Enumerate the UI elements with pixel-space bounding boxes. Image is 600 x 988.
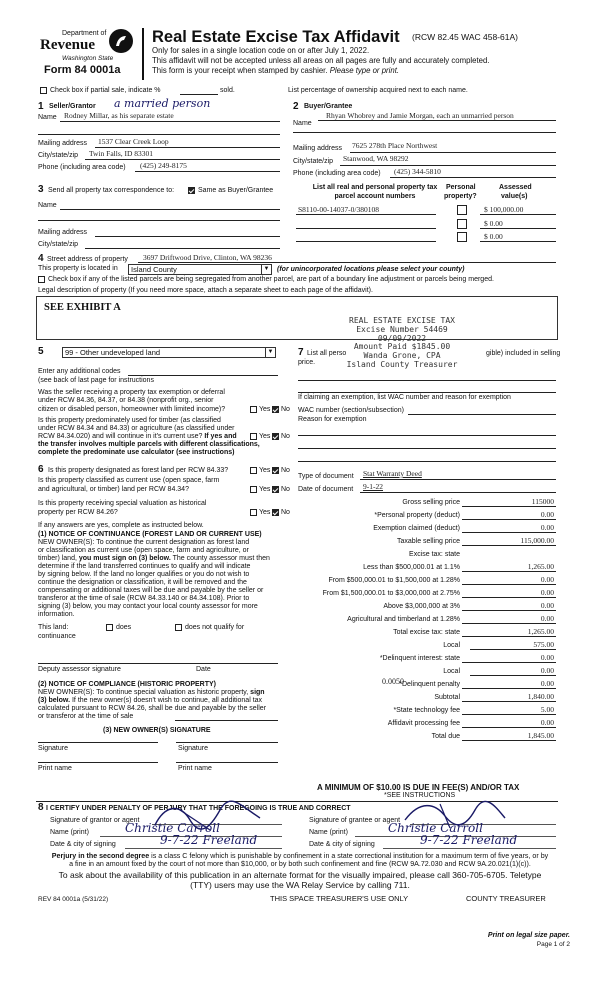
form-title: Real Estate Excise Tax Affidavit [152, 28, 400, 46]
revenue-label: Revenue [40, 37, 95, 53]
tax-row-value[interactable]: 0.00 [540, 601, 554, 610]
s5-num: 5 [38, 346, 44, 357]
codes-note: (see back of last page for instructions [38, 377, 154, 384]
tax-row-label: Exemption claimed (deduct) [373, 525, 460, 532]
seller-mail-label: Mailing address [38, 140, 88, 147]
parcel-header-1b: parcel account numbers [334, 193, 416, 200]
see-instructions: *SEE INSTRUCTIONS [384, 792, 456, 799]
stamp-line-3: 09/09/2022 [377, 333, 427, 343]
continuance-p6: continue the designation or classification, it will be removed and the [38, 579, 247, 586]
grantor-name-field[interactable]: Christie Carroll [125, 821, 220, 835]
personal-header: Personal [446, 184, 476, 191]
seller-label: Seller/Grantor [49, 103, 96, 110]
tax-row-label: Subtotal [434, 694, 460, 701]
s6-note: If any answers are yes, complete as instructed below. [38, 522, 204, 529]
buyer-mail-field[interactable]: 7625 278th Place Northwest [352, 141, 438, 150]
s6-q2-a: Is this property classified as current use (open space, farm [38, 477, 220, 484]
corr-num: 3 [38, 184, 44, 195]
stamp-line-2: Excise Number 54469 [356, 324, 448, 334]
stamp-line-6: Island County Treasurer [346, 359, 458, 369]
county-value: Island County [131, 265, 177, 274]
buyer-num: 2 [293, 101, 299, 112]
seller-name-field[interactable]: Rodney Millar, as his separate estate [64, 111, 174, 120]
s6-q1-yes-checkbox[interactable] [250, 467, 257, 474]
tax-row-value[interactable]: 1,265.00 [527, 627, 554, 636]
continuance-p8: transferor at the time of sale (RCW 84.33.140 or 84.34.108). Prior to [38, 595, 250, 602]
s5-q2-line-d: the transfer involves multiple parcels with different classifications, [38, 441, 260, 448]
perjury-text-1: is a class C felony which is punishable by confinement in a state correctional institution for a maximum term of five years, or by [151, 852, 549, 860]
parcel-number-1[interactable]: S8110-00-14037-0/380108 [298, 205, 379, 214]
continuance-p3c: The county assessor must then [172, 555, 270, 562]
s6-q3-a: Is this property receiving special valuation as historical [38, 500, 207, 507]
assessed-header-b: value(s) [501, 193, 528, 200]
ownership-note: List percentage of ownership acquired next to each name. [288, 87, 468, 94]
tax-row-label: Local [443, 642, 460, 649]
seller-num: 1 [38, 101, 44, 112]
personal-checkbox-2[interactable] [457, 219, 467, 229]
page-number: Page 1 of 2 [536, 941, 570, 948]
s5-q2-line-e: complete the predominate use calculator (see instructions) [38, 449, 235, 456]
state-label: Washington State [62, 55, 114, 62]
s5-q2-line-b: under RCW 84.34 and 84.33) or agriculture (as classified under [38, 425, 235, 432]
reason-label: Reason for exemption [298, 416, 367, 423]
continuance-p3b: you must sign on (3) below. [78, 555, 171, 562]
deputy-date-label: Date [196, 666, 211, 673]
segregated-label: Check box if any of the listed parcels are being segregated from another parcel, are part of a boundary line adjustment or parcels being merged. [48, 276, 494, 283]
s6-q3-yes-checkbox[interactable] [250, 509, 257, 516]
rcw-ref: (RCW 82.45 WAC 458-61A) [412, 32, 518, 42]
tax-row-label: *Personal property (deduct) [374, 512, 460, 519]
continuance-p2: or classification as current use (open space, farm and agriculture, or [38, 547, 249, 554]
compliance-p1b: sign [250, 689, 265, 696]
compliance-p3: calculated pursuant to RCW 84.26, shall be due and payable by the seller [38, 705, 267, 712]
compliance-heading: (2) NOTICE OF COMPLIANCE (HISTORIC PROPERTY) [38, 681, 216, 688]
tax-row-value[interactable]: 1,265.00 [527, 562, 554, 571]
located-label: This property is located in [38, 265, 118, 272]
dor-logo-icon [108, 28, 134, 54]
street-label: Street address of property [47, 256, 128, 263]
tax-row-value[interactable]: 0.00 [540, 653, 554, 662]
tax-row-label: Excise tax: state [409, 551, 460, 558]
land-doesnot-label: does not qualify for [185, 624, 245, 631]
grantor-date-field[interactable]: 9-7-22 Freeland [160, 833, 258, 847]
this-land-label: This land: [38, 624, 69, 631]
form-number: Form 84 0001a [44, 64, 121, 76]
local-rate-field[interactable]: 0.0050 [382, 677, 404, 686]
tax-row-label: Gross selling price [402, 499, 460, 506]
no-label: No [281, 509, 290, 516]
tax-row-label: *State technology fee [393, 707, 460, 714]
legal-desc-label: Legal description of property (If you need more space, attach a separate sheet to each page of the affidavit). [38, 287, 373, 294]
alt-format-2: (TTY) users may use the WA Relay Service by calling 711. [190, 880, 410, 890]
perjury-text-2: a fine in an amount fixed by the court of not more than $10,000, or by both such confinement and fine (RCW 9A.72.030 and RCW 9A.20.021(1)(c)). [69, 860, 531, 868]
parcel-header-1: List all real and personal property tax [312, 184, 438, 191]
grantee-date-field[interactable]: 9-7-22 Freeland [420, 833, 518, 847]
s6-num: 6 [38, 464, 44, 475]
tax-row-value[interactable]: 0.00 [540, 523, 554, 532]
compliance-p2a: (3) below. [38, 697, 71, 704]
tax-row-label: Taxable selling price [396, 538, 460, 545]
continuance-label: continuance [38, 633, 76, 640]
yes-label: Yes [259, 433, 271, 440]
partial-label-a: Check box if partial sale, indicate % [50, 87, 161, 94]
tax-row-label: Total due [431, 733, 460, 740]
personal-checkbox-1[interactable] [457, 205, 467, 215]
deputy-signature-label: Deputy assessor signature [38, 666, 121, 673]
street-field[interactable]: 3697 Driftwood Drive, Clinton, WA 98236 [143, 253, 272, 262]
tax-row-value[interactable]: 0.00 [540, 679, 554, 688]
tax-row-label: Agricultural and timberland at 1.28% [347, 616, 460, 623]
s6-q3-no-checkbox[interactable] [272, 509, 279, 516]
no-label: No [281, 486, 290, 493]
legal-desc-value: SEE EXHIBIT A [44, 302, 121, 313]
corr-city-label: City/state/zip [38, 241, 79, 248]
s7-num: 7 [298, 347, 304, 358]
continuance-p3a: timber) land, [38, 555, 77, 562]
s5-q2-yes-checkbox[interactable] [250, 433, 257, 440]
continuance-p1: NEW OWNER(S): To continue the current designation as forest land [38, 539, 250, 546]
compliance-p1a: NEW OWNER(S): To continue special valuation as historic property, [38, 689, 249, 696]
tax-row-value[interactable]: 0.00 [540, 510, 554, 519]
seller-mail-field[interactable]: 1537 Clear Creek Loop [98, 137, 169, 146]
treasurer-stamp [322, 317, 482, 370]
tax-row-label: Less than $500,000.01 at 1.1% [363, 564, 460, 571]
buyer-name-label: Name [293, 120, 312, 127]
no-label: No [281, 433, 290, 440]
s6-q1: Is this property designated as forest land per RCW 84.33? [48, 467, 229, 474]
owner-sig-label-1: Signature [38, 745, 68, 752]
compliance-p4: or transferor at the time of sale [38, 713, 134, 720]
s6-q2-b: and agricultural, or timber) land per RCW 84.34? [38, 486, 189, 493]
seller-city-label: City/state/zip [38, 152, 79, 159]
personal-checkbox-3[interactable] [457, 232, 467, 242]
seller-phone-field[interactable]: (425) 249-8175 [140, 161, 187, 170]
segregated-checkbox[interactable] [38, 276, 45, 283]
corr-mail-label: Mailing address [38, 229, 88, 236]
land-doesnot-checkbox[interactable] [175, 624, 182, 631]
grantee-name-field[interactable]: Christie Carroll [388, 821, 483, 835]
corr-name-label: Name [38, 202, 57, 209]
continuance-p9: signing (3) below, you may contact your local county assessor for more [38, 603, 258, 610]
no-label: No [281, 467, 290, 474]
land-use-value: 99 - Other undeveloped land [65, 348, 161, 357]
s5-q2-line-c2: If yes and [204, 433, 237, 440]
doc-type-field[interactable]: Stat Warranty Deed [363, 469, 422, 478]
s5-q1-line-c: citizen or disabled person, homeowner with limited income)? [38, 406, 226, 413]
buyer-label: Buyer/Grantee [304, 103, 353, 110]
s5-q2-line-c: RCW 84.34.020) and will continue in it's current use? [38, 433, 203, 440]
tax-row-value[interactable]: 115,000.00 [520, 536, 554, 545]
owner-sig-label-2: Signature [178, 745, 208, 752]
continuance-p4: determine if the land transferred continues to qualify and will indicate [38, 563, 251, 570]
continuance-p7: compensating or additional taxes will be due and payable by the seller or [38, 587, 264, 594]
owner-print-label-1: Print name [38, 765, 72, 772]
header-note-3b: Please type or print. [329, 66, 400, 75]
stamp-line-4: Amount Paid $1845.00 [353, 342, 451, 352]
tax-row-value[interactable]: 1,840.00 [527, 692, 554, 701]
yes-label: Yes [259, 509, 271, 516]
same-as-buyer-checkbox[interactable] [188, 187, 195, 194]
dept-label: Department of [62, 30, 107, 37]
header-divider [142, 28, 144, 80]
yes-label: Yes [259, 467, 271, 474]
owner-print-label-2: Print name [178, 765, 212, 772]
perjury-bold: Perjury in the second degree [51, 852, 150, 860]
exemption-label: If claiming an exemption, list WAC number and reason for exemption [298, 394, 511, 401]
grantee-name-label: Name (print) [309, 829, 348, 836]
tax-row-label: Total excise tax: state [393, 629, 460, 636]
buyer-city-field[interactable]: Stanwood, WA 98292 [343, 154, 409, 163]
tax-row-label: *Delinquent interest: state [379, 655, 460, 662]
s5-q2-no-checkbox[interactable] [272, 433, 279, 440]
assessed-value-2[interactable]: $ 0.00 [484, 219, 503, 228]
land-does-label: does [116, 624, 132, 631]
stamp-line-1: REAL ESTATE EXCISE TAX [349, 316, 455, 325]
s5-q1-no-checkbox[interactable] [272, 406, 279, 413]
s7-text-c: gible) included in selling [486, 350, 561, 357]
tax-row-value[interactable]: 0.00 [540, 718, 554, 727]
header-note-3: This form is your receipt when stamped by cashier. [152, 66, 328, 75]
seller-handwritten-note: a married person [114, 97, 211, 110]
seller-city-field[interactable]: Twin Falls, ID 83301 [89, 149, 154, 158]
tax-row-value[interactable]: 0.00 [540, 666, 554, 675]
loc-num: 4 [38, 253, 44, 264]
s5-q1-line-b: under RCW 84.36, 84.37, or 84.38 (nonprofit org., senior [38, 397, 214, 404]
tax-row-label: Local [443, 668, 460, 675]
revision: REV 84 0001a (5/31/22) [38, 896, 109, 903]
header-note-2: This affidavit will not be accepted unless all areas on all pages are fully and accurately completed. [152, 56, 490, 65]
corr-label: Send all property tax correspondence to: [48, 187, 175, 194]
tax-row-value[interactable]: 0.00 [540, 588, 554, 597]
new-owner-sig-heading: (3) NEW OWNER(S) SIGNATURE [103, 727, 211, 734]
s5-q1-yes-checkbox[interactable] [250, 406, 257, 413]
tax-row-value[interactable]: 575.00 [533, 640, 554, 649]
county-treasurer-label: COUNTY TREASURER [466, 894, 546, 903]
tax-row-value[interactable]: 0.00 [540, 614, 554, 623]
s7-text-b: price. [298, 359, 316, 366]
s6-q3-b: property per RCW 84.26? [38, 509, 118, 516]
grantor-name-label: Name (print) [50, 829, 89, 836]
buyer-mail-label: Mailing address [293, 145, 343, 152]
same-as-buyer-label: Same as Buyer/Grantee [198, 187, 274, 194]
wac-label: WAC number (section/subsection) [298, 407, 404, 414]
partial-sale-checkbox[interactable] [40, 87, 47, 94]
tax-row-value[interactable]: 5.00 [540, 705, 554, 714]
tax-row-value[interactable]: 0.00 [540, 575, 554, 584]
chevron-down-icon: ▼ [261, 265, 271, 274]
compliance-p2b: If the new owner(s) doesn't wish to continue, all additional tax [71, 697, 263, 704]
tax-row-label: Affidavit processing fee [387, 720, 460, 727]
buyer-city-label: City/state/zip [293, 158, 334, 165]
assessed-value-3[interactable]: $ 0.00 [484, 232, 503, 241]
yes-label: Yes [259, 486, 271, 493]
s5-q1-line-a: Was the seller receiving a property tax exemption or deferral [38, 389, 225, 396]
tax-row-label: From $500,000.01 to $1,500,000 at 1.28% [328, 577, 460, 584]
stamp-line-5: Wanda Grone, CPA [363, 351, 441, 361]
land-use-select[interactable] [62, 347, 276, 358]
tax-row-value[interactable]: 1,845.00 [527, 731, 554, 740]
s6-q1-no-checkbox[interactable] [272, 467, 279, 474]
doc-date-label: Date of document [298, 486, 354, 493]
county-select[interactable] [128, 264, 272, 275]
alt-format-1: To ask about the availability of this publication in an alternate format for the visually impaired, please call 360-705-6705. Teletype [58, 870, 542, 880]
personal-header-b: property? [444, 193, 477, 200]
tax-row-label: *Delinquent penalty [399, 681, 460, 688]
codes-label: Enter any additional codes [38, 368, 121, 375]
continuance-p5: by signing below. If the land no longer qualifies or you do not wish to [38, 571, 250, 578]
doc-date-field[interactable]: 9-1-22 [363, 482, 383, 491]
legal-paper-note: Print on legal size paper. [487, 932, 570, 939]
seller-name-label: Name [38, 114, 57, 121]
tax-row-value[interactable]: 115000 [531, 497, 554, 506]
tax-row-label: From $1,500,000.01 to $3,000,000 at 2.75% [322, 590, 460, 597]
grantee-date-label: Date & city of signing [309, 841, 375, 848]
assessed-header: Assessed [499, 184, 532, 191]
tax-row-label: Above $3,000,000 at 3% [383, 603, 460, 610]
chevron-down-icon: ▼ [265, 348, 275, 357]
assessed-value-1[interactable]: $ 100,000.00 [484, 205, 524, 214]
s6-q2-no-checkbox[interactable] [272, 486, 279, 493]
buyer-name-field[interactable]: Rhyan Whobrey and Jamie Morgan, each an unmarried person [326, 111, 514, 120]
yes-label: Yes [259, 406, 271, 413]
minimum-note: A MINIMUM OF $10.00 IS DUE IN FEE(S) AND/OR TAX [317, 783, 520, 792]
buyer-phone-label: Phone (including area code) [293, 170, 381, 177]
grantor-sig-label: Signature of grantor or agent [50, 817, 140, 824]
s5-q2-line-a: Is this property predominately used for timber (as classified [38, 417, 221, 424]
seller-phone-label: Phone (including area code) [38, 164, 126, 171]
uninc-note: (for unincorporated locations please select your county) [277, 266, 465, 273]
continuance-p10: information. [38, 611, 75, 618]
grantee-sig-label: Signature of grantee or agent [309, 817, 401, 824]
buyer-phone-field[interactable]: (425) 344-5810 [394, 167, 441, 176]
land-does-checkbox[interactable] [106, 624, 113, 631]
treasurer-use-label: THIS SPACE TREASURER'S USE ONLY [270, 894, 409, 903]
header-note-1: Only for sales in a single location code on or after July 1, 2022. [152, 46, 370, 55]
doc-type-label: Type of document [298, 473, 354, 480]
s7-text-a: List all perso [307, 350, 347, 357]
continuance-heading: (1) NOTICE OF CONTINUANCE (FOREST LAND OR CURRENT USE) [38, 531, 262, 538]
grantor-date-label: Date & city of signing [50, 841, 116, 848]
partial-label-b: sold. [220, 87, 235, 94]
s6-q2-yes-checkbox[interactable] [250, 486, 257, 493]
no-label: No [281, 406, 290, 413]
cert-text: I CERTIFY UNDER PENALTY OF PERJURY THAT THE FOREGOING IS TRUE AND CORRECT [46, 805, 351, 812]
cert-num: 8 [38, 802, 44, 813]
